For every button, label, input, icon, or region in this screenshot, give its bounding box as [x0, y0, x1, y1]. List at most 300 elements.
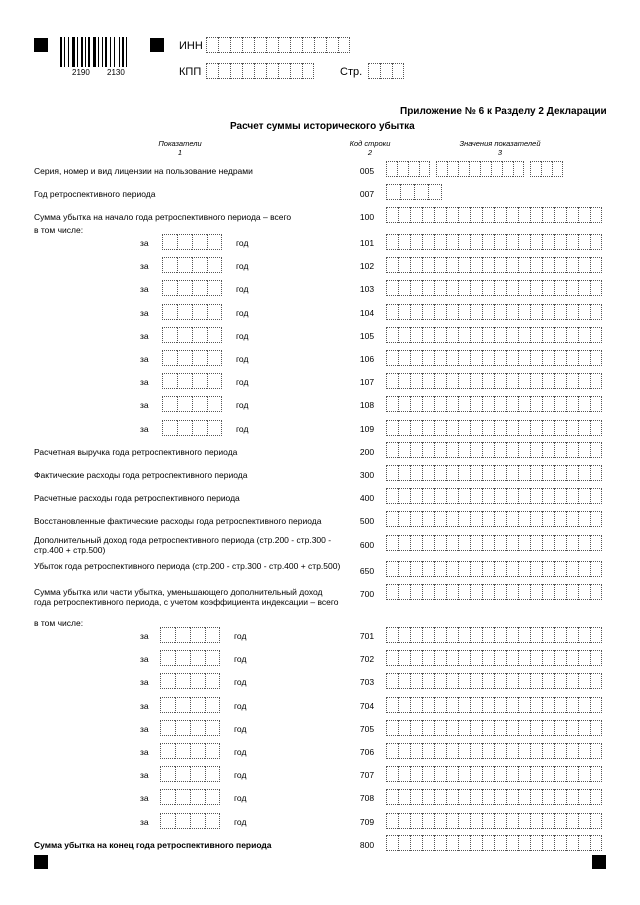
input-cell[interactable]	[518, 627, 530, 643]
input-cell[interactable]	[410, 234, 422, 250]
input-cell[interactable]	[434, 465, 446, 481]
input-cell[interactable]	[410, 720, 422, 736]
input-cell[interactable]	[470, 442, 482, 458]
input-cell[interactable]	[434, 234, 446, 250]
year-row-year-field[interactable]	[162, 280, 222, 296]
input-cell[interactable]	[542, 488, 554, 504]
input-cell[interactable]	[422, 488, 434, 504]
input-cell[interactable]	[458, 673, 470, 689]
input-cell[interactable]	[190, 720, 205, 736]
input-cell[interactable]	[590, 465, 602, 481]
input-cell[interactable]	[386, 673, 398, 689]
input-cell[interactable]	[566, 720, 578, 736]
input-cell[interactable]	[554, 488, 566, 504]
input-cell[interactable]	[566, 511, 578, 527]
input-cell[interactable]	[518, 280, 530, 296]
input-cell[interactable]	[554, 720, 566, 736]
input-cell[interactable]	[470, 350, 482, 366]
input-cell[interactable]	[566, 835, 578, 851]
year-row-year-field[interactable]	[162, 234, 222, 250]
input-cell[interactable]	[386, 420, 398, 436]
input-cell[interactable]	[578, 511, 590, 527]
input-cell[interactable]	[434, 766, 446, 782]
input-cell[interactable]	[207, 327, 222, 343]
input-cell[interactable]	[542, 650, 554, 666]
input-cell[interactable]	[506, 373, 518, 389]
input-cell[interactable]	[422, 396, 434, 412]
input-cell[interactable]	[506, 813, 518, 829]
input-cell[interactable]	[554, 373, 566, 389]
input-cell[interactable]	[422, 584, 434, 600]
input-cell[interactable]	[554, 789, 566, 805]
input-cell[interactable]	[278, 63, 290, 79]
input-cell[interactable]	[207, 350, 222, 366]
input-cell[interactable]	[518, 327, 530, 343]
input-cell[interactable]	[578, 350, 590, 366]
input-cell[interactable]	[190, 743, 205, 759]
year-row-year-field[interactable]	[162, 396, 222, 412]
input-cell[interactable]	[398, 373, 410, 389]
input-cell[interactable]	[386, 650, 398, 666]
input-cell[interactable]	[506, 304, 518, 320]
input-cell[interactable]	[578, 650, 590, 666]
input-cell[interactable]	[458, 627, 470, 643]
input-cell[interactable]	[554, 535, 566, 551]
input-cell[interactable]	[554, 207, 566, 223]
input-cell[interactable]	[162, 373, 177, 389]
input-cell[interactable]	[506, 743, 518, 759]
input-cell[interactable]	[542, 673, 554, 689]
input-cell[interactable]	[434, 673, 446, 689]
input-cell[interactable]	[162, 396, 177, 412]
input-cell[interactable]	[446, 835, 458, 851]
input-cell[interactable]	[162, 234, 177, 250]
input-cell[interactable]	[410, 697, 422, 713]
input-cell[interactable]	[513, 161, 524, 177]
input-cell[interactable]	[207, 373, 222, 389]
input-cell[interactable]	[192, 350, 207, 366]
input-cell[interactable]	[398, 720, 410, 736]
input-cell[interactable]	[470, 673, 482, 689]
input-cell[interactable]	[266, 63, 278, 79]
inn-field[interactable]	[206, 37, 350, 53]
input-cell[interactable]	[458, 720, 470, 736]
year-row-value-field[interactable]	[386, 396, 602, 412]
input-cell[interactable]	[422, 465, 434, 481]
input-cell[interactable]	[554, 511, 566, 527]
input-cell[interactable]	[398, 396, 410, 412]
input-cell[interactable]	[446, 813, 458, 829]
input-cell[interactable]	[566, 789, 578, 805]
input-cell[interactable]	[434, 207, 446, 223]
input-cell[interactable]	[205, 650, 220, 666]
input-cell[interactable]	[470, 561, 482, 577]
input-cell[interactable]	[434, 584, 446, 600]
input-cell[interactable]	[554, 304, 566, 320]
input-cell[interactable]	[518, 584, 530, 600]
input-cell[interactable]	[206, 37, 218, 53]
input-cell[interactable]	[518, 511, 530, 527]
input-cell[interactable]	[542, 420, 554, 436]
input-cell[interactable]	[566, 373, 578, 389]
input-cell[interactable]	[446, 789, 458, 805]
input-cell[interactable]	[506, 673, 518, 689]
input-cell[interactable]	[446, 420, 458, 436]
input-cell[interactable]	[428, 184, 442, 200]
input-cell[interactable]	[494, 813, 506, 829]
input-cell[interactable]	[207, 234, 222, 250]
input-cell[interactable]	[506, 488, 518, 504]
input-cell[interactable]	[542, 465, 554, 481]
input-cell[interactable]	[434, 373, 446, 389]
input-cell[interactable]	[506, 234, 518, 250]
input-cell[interactable]	[530, 280, 542, 296]
input-cell[interactable]	[408, 161, 419, 177]
year-row-year-field[interactable]	[160, 789, 220, 805]
input-cell[interactable]	[530, 420, 542, 436]
input-cell[interactable]	[542, 766, 554, 782]
year-row-year-field[interactable]	[162, 327, 222, 343]
input-cell[interactable]	[578, 465, 590, 481]
input-cell[interactable]	[386, 465, 398, 481]
input-cell[interactable]	[542, 350, 554, 366]
input-cell[interactable]	[542, 511, 554, 527]
input-cell[interactable]	[386, 161, 397, 177]
input-cell[interactable]	[410, 257, 422, 273]
input-cell[interactable]	[494, 789, 506, 805]
input-cell[interactable]	[386, 442, 398, 458]
input-cell[interactable]	[494, 488, 506, 504]
input-cell[interactable]	[554, 350, 566, 366]
input-cell[interactable]	[518, 766, 530, 782]
input-cell[interactable]	[205, 673, 220, 689]
input-cell[interactable]	[458, 420, 470, 436]
page-field[interactable]	[368, 63, 404, 79]
input-cell[interactable]	[470, 697, 482, 713]
input-cell[interactable]	[398, 350, 410, 366]
input-cell[interactable]	[590, 813, 602, 829]
year-row-value-field[interactable]	[386, 697, 602, 713]
input-cell[interactable]	[506, 697, 518, 713]
input-cell[interactable]	[566, 488, 578, 504]
input-cell[interactable]	[434, 257, 446, 273]
input-cell[interactable]	[542, 561, 554, 577]
input-cell[interactable]	[506, 511, 518, 527]
input-cell[interactable]	[386, 396, 398, 412]
input-cell[interactable]	[566, 627, 578, 643]
input-cell[interactable]	[458, 813, 470, 829]
input-cell[interactable]	[554, 465, 566, 481]
input-cell[interactable]	[446, 627, 458, 643]
row-650-field[interactable]	[386, 561, 602, 577]
input-cell[interactable]	[447, 161, 458, 177]
input-cell[interactable]	[410, 743, 422, 759]
input-cell[interactable]	[506, 420, 518, 436]
input-cell[interactable]	[410, 280, 422, 296]
input-cell[interactable]	[422, 511, 434, 527]
input-cell[interactable]	[590, 697, 602, 713]
input-cell[interactable]	[162, 257, 177, 273]
year-row-value-field[interactable]	[386, 813, 602, 829]
year-row-year-field[interactable]	[160, 720, 220, 736]
input-cell[interactable]	[386, 304, 398, 320]
input-cell[interactable]	[162, 420, 177, 436]
input-cell[interactable]	[386, 743, 398, 759]
input-cell[interactable]	[590, 835, 602, 851]
input-cell[interactable]	[160, 697, 175, 713]
input-cell[interactable]	[398, 442, 410, 458]
year-row-year-field[interactable]	[160, 673, 220, 689]
year-row-year-field[interactable]	[160, 650, 220, 666]
input-cell[interactable]	[494, 350, 506, 366]
input-cell[interactable]	[218, 63, 230, 79]
input-cell[interactable]	[446, 561, 458, 577]
input-cell[interactable]	[578, 373, 590, 389]
input-cell[interactable]	[554, 280, 566, 296]
input-cell[interactable]	[470, 835, 482, 851]
input-cell[interactable]	[410, 627, 422, 643]
input-cell[interactable]	[398, 673, 410, 689]
input-cell[interactable]	[458, 766, 470, 782]
row-500-field[interactable]	[386, 511, 602, 527]
input-cell[interactable]	[422, 350, 434, 366]
row-300-field[interactable]	[386, 465, 602, 481]
input-cell[interactable]	[506, 720, 518, 736]
input-cell[interactable]	[175, 766, 190, 782]
input-cell[interactable]	[458, 350, 470, 366]
input-cell[interactable]	[566, 697, 578, 713]
input-cell[interactable]	[446, 442, 458, 458]
input-cell[interactable]	[506, 327, 518, 343]
year-row-value-field[interactable]	[386, 720, 602, 736]
input-cell[interactable]	[554, 743, 566, 759]
year-row-year-field[interactable]	[162, 420, 222, 436]
input-cell[interactable]	[470, 304, 482, 320]
input-cell[interactable]	[590, 584, 602, 600]
input-cell[interactable]	[205, 789, 220, 805]
year-row-year-field[interactable]	[160, 766, 220, 782]
input-cell[interactable]	[207, 396, 222, 412]
input-cell[interactable]	[410, 373, 422, 389]
input-cell[interactable]	[482, 488, 494, 504]
input-cell[interactable]	[190, 673, 205, 689]
input-cell[interactable]	[192, 420, 207, 436]
input-cell[interactable]	[482, 442, 494, 458]
input-cell[interactable]	[162, 350, 177, 366]
year-row-value-field[interactable]	[386, 280, 602, 296]
input-cell[interactable]	[190, 766, 205, 782]
input-cell[interactable]	[177, 350, 192, 366]
input-cell[interactable]	[590, 488, 602, 504]
input-cell[interactable]	[470, 280, 482, 296]
input-cell[interactable]	[177, 420, 192, 436]
input-cell[interactable]	[446, 396, 458, 412]
input-cell[interactable]	[175, 627, 190, 643]
input-cell[interactable]	[410, 511, 422, 527]
input-cell[interactable]	[205, 627, 220, 643]
input-cell[interactable]	[554, 257, 566, 273]
year-row-value-field[interactable]	[386, 350, 602, 366]
input-cell[interactable]	[578, 720, 590, 736]
input-cell[interactable]	[494, 720, 506, 736]
input-cell[interactable]	[518, 207, 530, 223]
input-cell[interactable]	[566, 234, 578, 250]
input-cell[interactable]	[190, 789, 205, 805]
input-cell[interactable]	[446, 673, 458, 689]
input-cell[interactable]	[160, 673, 175, 689]
input-cell[interactable]	[542, 442, 554, 458]
input-cell[interactable]	[458, 650, 470, 666]
input-cell[interactable]	[518, 373, 530, 389]
input-cell[interactable]	[205, 720, 220, 736]
input-cell[interactable]	[434, 650, 446, 666]
input-cell[interactable]	[207, 280, 222, 296]
input-cell[interactable]	[542, 720, 554, 736]
input-cell[interactable]	[410, 650, 422, 666]
input-cell[interactable]	[470, 584, 482, 600]
input-cell[interactable]	[422, 697, 434, 713]
input-cell[interactable]	[326, 37, 338, 53]
input-cell[interactable]	[446, 327, 458, 343]
input-cell[interactable]	[386, 488, 398, 504]
input-cell[interactable]	[422, 327, 434, 343]
input-cell[interactable]	[422, 304, 434, 320]
input-cell[interactable]	[446, 280, 458, 296]
input-cell[interactable]	[494, 561, 506, 577]
input-cell[interactable]	[530, 161, 541, 177]
input-cell[interactable]	[458, 327, 470, 343]
input-cell[interactable]	[398, 304, 410, 320]
input-cell[interactable]	[552, 161, 563, 177]
input-cell[interactable]	[566, 280, 578, 296]
input-cell[interactable]	[190, 697, 205, 713]
input-cell[interactable]	[458, 835, 470, 851]
input-cell[interactable]	[578, 280, 590, 296]
input-cell[interactable]	[422, 650, 434, 666]
input-cell[interactable]	[506, 835, 518, 851]
input-cell[interactable]	[434, 304, 446, 320]
input-cell[interactable]	[482, 627, 494, 643]
input-cell[interactable]	[578, 561, 590, 577]
input-cell[interactable]	[266, 37, 278, 53]
input-cell[interactable]	[386, 813, 398, 829]
input-cell[interactable]	[458, 697, 470, 713]
year-row-value-field[interactable]	[386, 627, 602, 643]
input-cell[interactable]	[494, 511, 506, 527]
input-cell[interactable]	[386, 511, 398, 527]
year-row-value-field[interactable]	[386, 650, 602, 666]
input-cell[interactable]	[506, 396, 518, 412]
input-cell[interactable]	[518, 535, 530, 551]
input-cell[interactable]	[410, 561, 422, 577]
input-cell[interactable]	[386, 697, 398, 713]
input-cell[interactable]	[566, 766, 578, 782]
input-cell[interactable]	[518, 789, 530, 805]
input-cell[interactable]	[482, 465, 494, 481]
input-cell[interactable]	[218, 37, 230, 53]
input-cell[interactable]	[192, 280, 207, 296]
input-cell[interactable]	[458, 207, 470, 223]
input-cell[interactable]	[530, 465, 542, 481]
input-cell[interactable]	[542, 835, 554, 851]
input-cell[interactable]	[458, 234, 470, 250]
input-cell[interactable]	[554, 561, 566, 577]
input-cell[interactable]	[482, 673, 494, 689]
input-cell[interactable]	[242, 37, 254, 53]
input-cell[interactable]	[578, 627, 590, 643]
input-cell[interactable]	[398, 420, 410, 436]
year-row-value-field[interactable]	[386, 304, 602, 320]
input-cell[interactable]	[578, 673, 590, 689]
input-cell[interactable]	[554, 327, 566, 343]
input-cell[interactable]	[190, 650, 205, 666]
input-cell[interactable]	[398, 627, 410, 643]
input-cell[interactable]	[530, 561, 542, 577]
input-cell[interactable]	[446, 720, 458, 736]
year-row-value-field[interactable]	[386, 789, 602, 805]
input-cell[interactable]	[254, 63, 266, 79]
input-cell[interactable]	[530, 304, 542, 320]
year-row-value-field[interactable]	[386, 743, 602, 759]
input-cell[interactable]	[422, 257, 434, 273]
input-cell[interactable]	[422, 673, 434, 689]
input-cell[interactable]	[398, 813, 410, 829]
input-cell[interactable]	[506, 465, 518, 481]
input-cell[interactable]	[578, 789, 590, 805]
input-cell[interactable]	[386, 627, 398, 643]
input-cell[interactable]	[502, 161, 513, 177]
input-cell[interactable]	[506, 584, 518, 600]
input-cell[interactable]	[578, 766, 590, 782]
input-cell[interactable]	[410, 535, 422, 551]
input-cell[interactable]	[482, 720, 494, 736]
input-cell[interactable]	[422, 442, 434, 458]
input-cell[interactable]	[434, 627, 446, 643]
input-cell[interactable]	[302, 37, 314, 53]
input-cell[interactable]	[398, 561, 410, 577]
input-cell[interactable]	[578, 835, 590, 851]
input-cell[interactable]	[494, 627, 506, 643]
input-cell[interactable]	[434, 561, 446, 577]
input-cell[interactable]	[410, 673, 422, 689]
input-cell[interactable]	[160, 743, 175, 759]
input-cell[interactable]	[590, 650, 602, 666]
input-cell[interactable]	[470, 789, 482, 805]
input-cell[interactable]	[434, 511, 446, 527]
input-cell[interactable]	[422, 561, 434, 577]
input-cell[interactable]	[482, 396, 494, 412]
input-cell[interactable]	[530, 511, 542, 527]
input-cell[interactable]	[290, 63, 302, 79]
input-cell[interactable]	[542, 396, 554, 412]
input-cell[interactable]	[494, 535, 506, 551]
input-cell[interactable]	[470, 766, 482, 782]
input-cell[interactable]	[518, 697, 530, 713]
input-cell[interactable]	[482, 350, 494, 366]
input-cell[interactable]	[506, 561, 518, 577]
input-cell[interactable]	[470, 465, 482, 481]
input-cell[interactable]	[177, 327, 192, 343]
input-cell[interactable]	[368, 63, 380, 79]
input-cell[interactable]	[422, 373, 434, 389]
input-cell[interactable]	[542, 280, 554, 296]
input-cell[interactable]	[482, 304, 494, 320]
row-800-field[interactable]	[386, 835, 602, 851]
input-cell[interactable]	[392, 63, 404, 79]
input-cell[interactable]	[590, 257, 602, 273]
input-cell[interactable]	[386, 835, 398, 851]
input-cell[interactable]	[494, 743, 506, 759]
